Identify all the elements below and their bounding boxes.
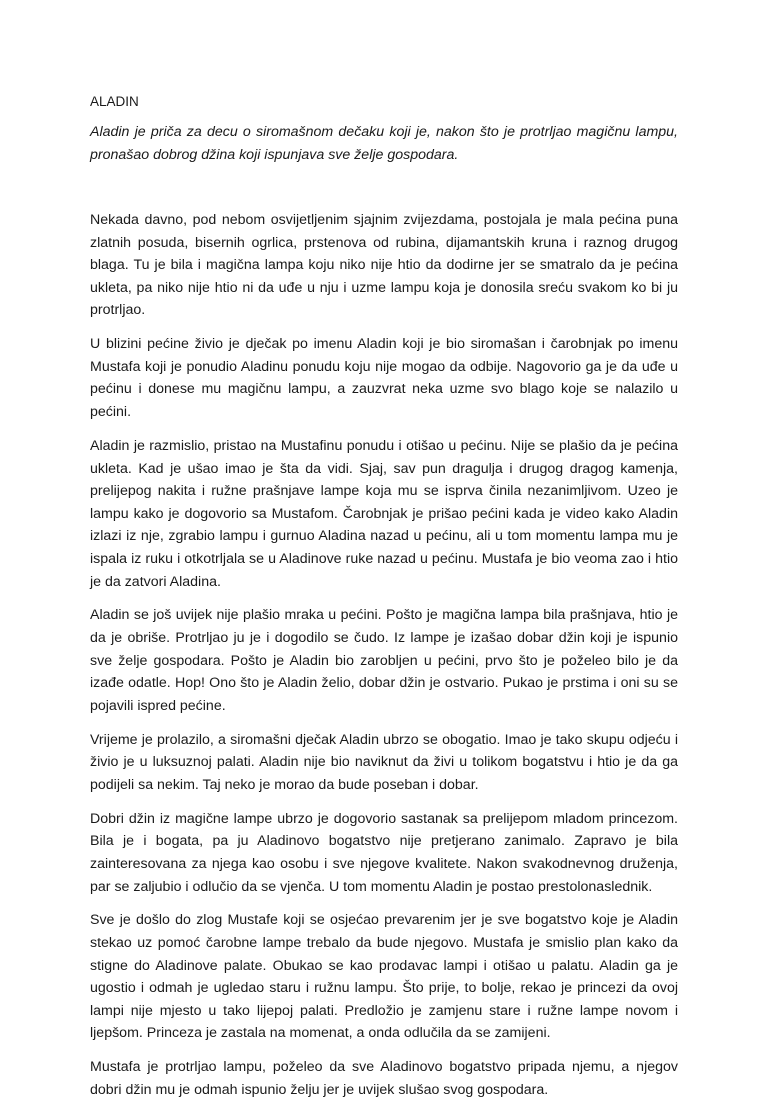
body-paragraph-5: Vrijeme je prolazilo, a siromašni dječak Aladin ubrzo se obogatio. Imao je tako skupu odjeću i živio je u luksuznoj palati. Aladin nije bio naviknut da živi u tolikom bogatstvu i htio je da ga podijeli sa nekim. Taj neko je morao da bude poseban i dobar. xyxy=(90,731,678,793)
body-paragraph-7: Sve je došlo do zlog Mustafe koji se osjećao prevarenim jer je sve bogatstvo koje je Aladin stekao uz pomoć čarobne lampe trebalo da bude njegovo. Mustafa je smislio plan kako da stigne do Aladinove palate. Obukao se kao prodavac lampi i otišao u palatu. Aladin ga je ugostio i odmah je ugledao staru i ružnu lampu. Što prije, to bolje, rekao je princezi da ovoj lampi nije mjesto u tako lijepoj palati. Predložio je zamjenu stare i ružne lampe novom i ljepšom. Princeza je zastala na momenat, a onda odlučila da se zamijeni. xyxy=(90,912,678,1042)
body-paragraph-2: U blizini pećine živio je dječak po imenu Aladin koji je bio siromašan i čarobnjak po imenu Mustafa koji je ponudio Aladinu ponudu koju nije mogao da odbije. Nagovorio ga je da uđe u pećinu i donese mu magičnu lampu, a zauzvrat neka uzme svo blago koje se nalazilo u pećini. xyxy=(90,336,678,421)
body-paragraph-4: Aladin se još uvijek nije plašio mraka u pećini. Pošto je magična lampa bila prašnjava, htio je da je obriše. Protrljao ju je i dogodilo se čudo. Iz lampe je izašao dobar džin koji je ispunio sve želje gospodara. Pošto je Aladin bio zarobljen u pećini, prvo što je poželeo bilo je da izađe odatle. Hop! Ono što je Aladin želio, dobar džin je ostvario. Pukao je prstima i oni su se pojavili ispred pećine. xyxy=(90,607,678,714)
intro-paragraph: Aladin je priča za decu o siromašnom dečaku koji je, nakon što je protrljao magičnu lampu, pronašao dobrog džina koji ispunjava sve želje gospodara. xyxy=(90,124,678,163)
body-paragraph-3: Aladin je razmislio, pristao na Mustafinu ponudu i otišao u pećinu. Nije se plašio da je pećina ukleta. Kad je ušao imao je šta da vidi. Sjaj, sav pun dragulja i drugog dragog kamenja, prelijepog nakita i ružne prašnjave lampe koja mu se isprva činila nezanimljivom. Uzeo je lampu kako je dogovorio sa Mustafom. Čarobnjak je prišao pećini kada je video kako Aladin izlazi iz nje, zgrabio lampu i gurnuo Aladina nazad u pećinu, ali u tom momentu lampa mu je ispala iz ruku i otkotrljala se u Aladinove ruke nazad u pećinu. Mustafa je bio veoma zao i htio je da zatvori Aladina. xyxy=(90,437,678,590)
body-paragraph-8: Mustafa je protrljao lampu, poželeo da sve Aladinovo bogatstvo pripada njemu, a njegov dobri džin mu je odmah ispunio želju jer je uvijek slušao svog gospodara. xyxy=(90,1059,678,1098)
body-paragraph-6: Dobri džin iz magične lampe ubrzo je dogovorio sastanak sa prelijepom mladom princezom. Bila je i bogata, pa ju Aladinovo bogatstvo nije pretjerano zanimalo. Zapravo je bila zainteresovana za njega kao osobu i sve njegove kvalitete. Nakon svakodnevnog druženja, par se zaljubio i odlučio da se vjenča. U tom momentu Aladin je postao prestolonaslednik. xyxy=(90,810,678,895)
body-paragraph-1: Nekada davno, pod nebom osvijetljenim sjajnim zvijezdama, postojala je mala pećina puna zlatnih posuda, bisernih ogrlica, prstenova od rubina, dijamantskih kruna i raznog drugog blaga. Tu je bila i magična lampa koju niko nije htio da dodirne jer se smatralo da je pećina ukleta, pa niko nije htio ni da uđe u nju i uzme lampu koja je donosila sreću svakom ko bi ju protrljao. xyxy=(90,212,678,319)
document-title: ALADIN xyxy=(90,94,139,109)
document-page xyxy=(90,92,678,1113)
